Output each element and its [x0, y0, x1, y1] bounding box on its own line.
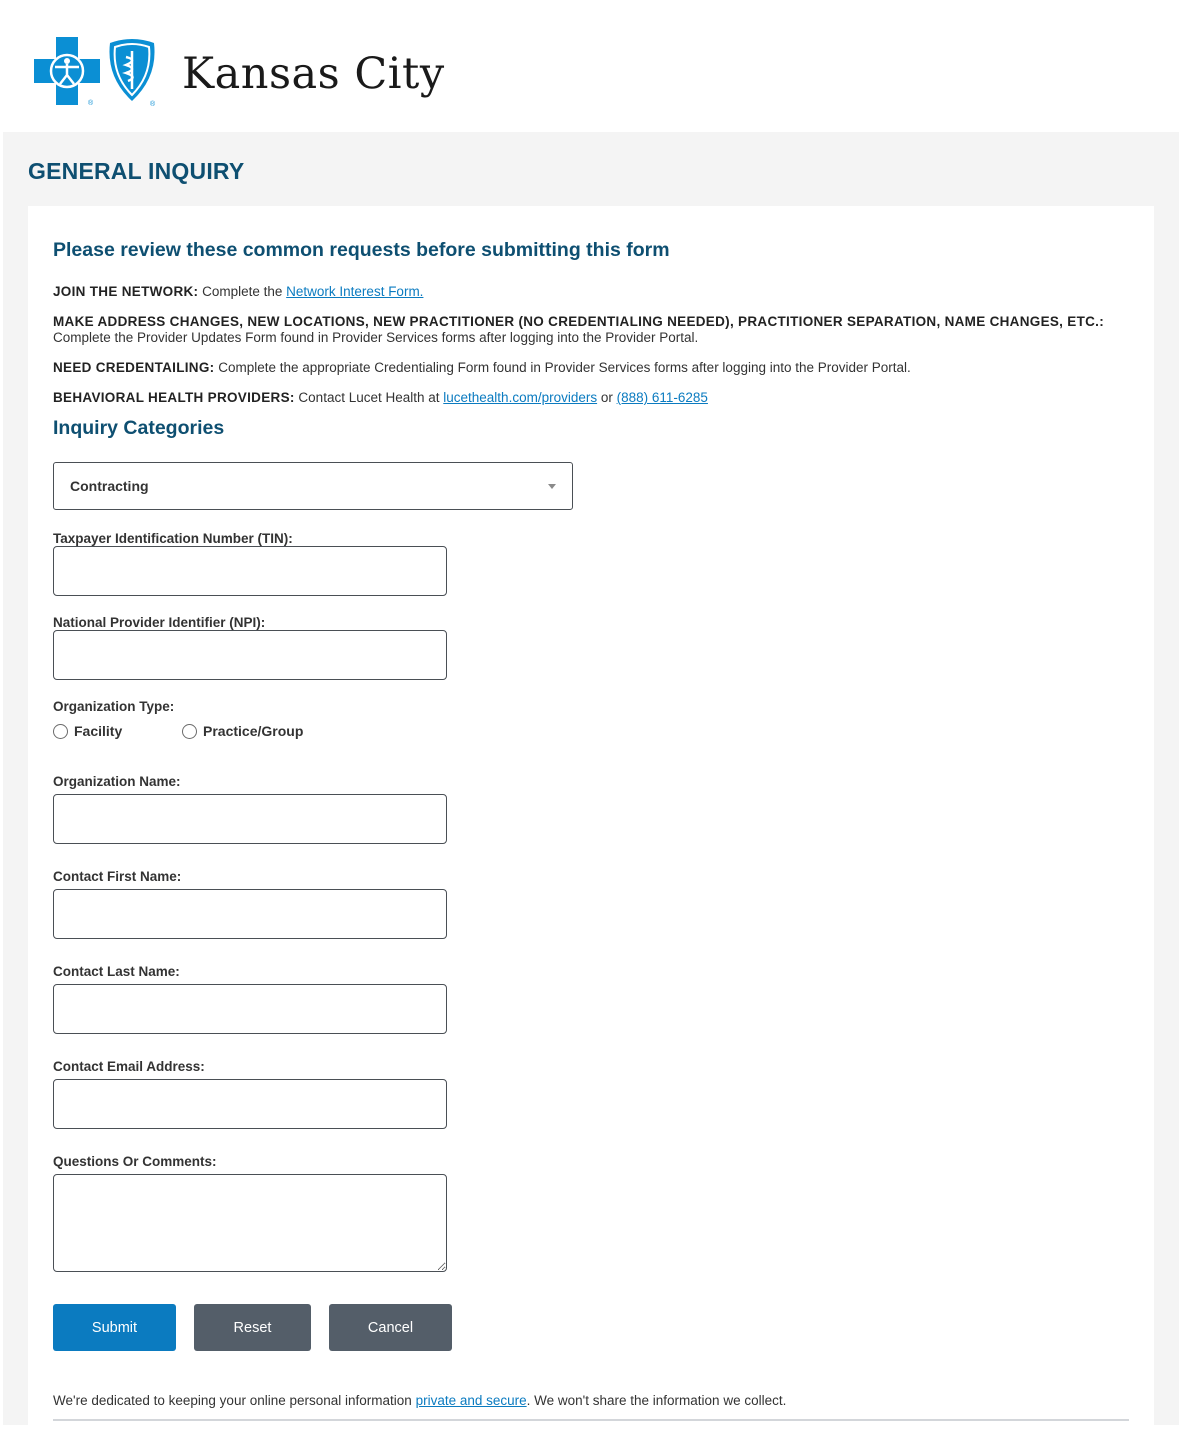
submit-button[interactable]: Submit [53, 1304, 176, 1351]
note-credentialing [53, 360, 911, 376]
org-type-radio-group [53, 723, 303, 739]
network-interest-form-link[interactable]: Network Interest Form. [286, 284, 424, 299]
note-text: or [597, 390, 617, 405]
note-label: NEED CREDENTAILING: [53, 360, 215, 375]
radio-facility[interactable] [53, 723, 182, 739]
inquiry-card [28, 206, 1154, 1436]
blue-shield-icon [106, 37, 162, 107]
tin-label: Taxpayer Identification Number (TIN): [53, 531, 293, 546]
last-name-label: Contact Last Name: [53, 964, 180, 979]
org-type-label: Organization Type: [53, 699, 175, 714]
comments-label: Questions Or Comments: [53, 1154, 217, 1169]
site-logo[interactable] [34, 37, 445, 107]
note-text: Contact Lucet Health at [294, 390, 444, 405]
privacy-link[interactable]: private and secure [415, 1392, 527, 1408]
npi-input[interactable] [53, 630, 447, 680]
note-label: JOIN THE NETWORK: [53, 284, 199, 299]
divider [53, 1419, 1129, 1421]
inquiry-category-select[interactable] [53, 462, 573, 510]
logo-text: Kansas City [182, 48, 445, 99]
page-body [3, 132, 1179, 1425]
site-header [0, 0, 1179, 132]
note-text: Complete the appropriate Credentialing Form found in Provider Services forms after logging into the Provider Portal. [214, 360, 911, 375]
radio-practice-group[interactable] [182, 723, 303, 739]
inquiry-categories-title: Inquiry Categories [53, 417, 225, 439]
svg-text:®: ® [150, 101, 156, 107]
reset-button[interactable]: Reset [194, 1304, 311, 1351]
radio-circle-icon[interactable] [53, 724, 68, 739]
cancel-button[interactable]: Cancel [329, 1304, 452, 1351]
note-behavioral-health [53, 390, 708, 406]
note-label: MAKE ADDRESS CHANGES, NEW LOCATIONS, NEW PRACTITIONER (NO CREDENTIALING NEEDED), PRACTITIONER SEPARATION, NAME CHANGES, ETC.: [53, 314, 1105, 329]
tin-input[interactable] [53, 546, 447, 596]
note-address-changes [53, 314, 1104, 346]
privacy-text: We're dedicated to keeping your online personal information [53, 1392, 416, 1408]
first-name-input[interactable] [53, 889, 447, 939]
selected-category: Contracting [70, 478, 149, 494]
svg-text:®: ® [88, 100, 94, 107]
note-text: Complete the [198, 284, 287, 299]
lucet-health-link[interactable]: lucethealth.com/providers [443, 390, 598, 405]
blue-cross-icon [34, 37, 100, 107]
email-input[interactable] [53, 1079, 447, 1129]
last-name-input[interactable] [53, 984, 447, 1034]
lucet-phone-link[interactable]: (888) 611-6285 [616, 390, 708, 405]
note-join-network [53, 284, 423, 300]
page-title: GENERAL INQUIRY [28, 158, 245, 184]
comments-textarea[interactable] [53, 1174, 447, 1272]
note-label: BEHAVIORAL HEALTH PROVIDERS: [53, 390, 295, 405]
radio-label: Facility [74, 723, 123, 739]
review-title: Please review these common requests before submitting this form [53, 239, 670, 261]
org-name-label: Organization Name: [53, 774, 181, 789]
privacy-text: . We won't share the information we collect. [526, 1392, 787, 1408]
first-name-label: Contact First Name: [53, 869, 182, 884]
npi-label: National Provider Identifier (NPI): [53, 615, 266, 630]
radio-circle-icon[interactable] [182, 724, 197, 739]
org-name-input[interactable] [53, 794, 447, 844]
note-text: Complete the Provider Updates Form found in Provider Services forms after logging into the Provider Portal. [53, 330, 699, 345]
email-label: Contact Email Address: [53, 1059, 205, 1074]
privacy-notice [53, 1393, 786, 1408]
chevron-down-icon [548, 484, 556, 489]
radio-label: Practice/Group [203, 723, 304, 739]
